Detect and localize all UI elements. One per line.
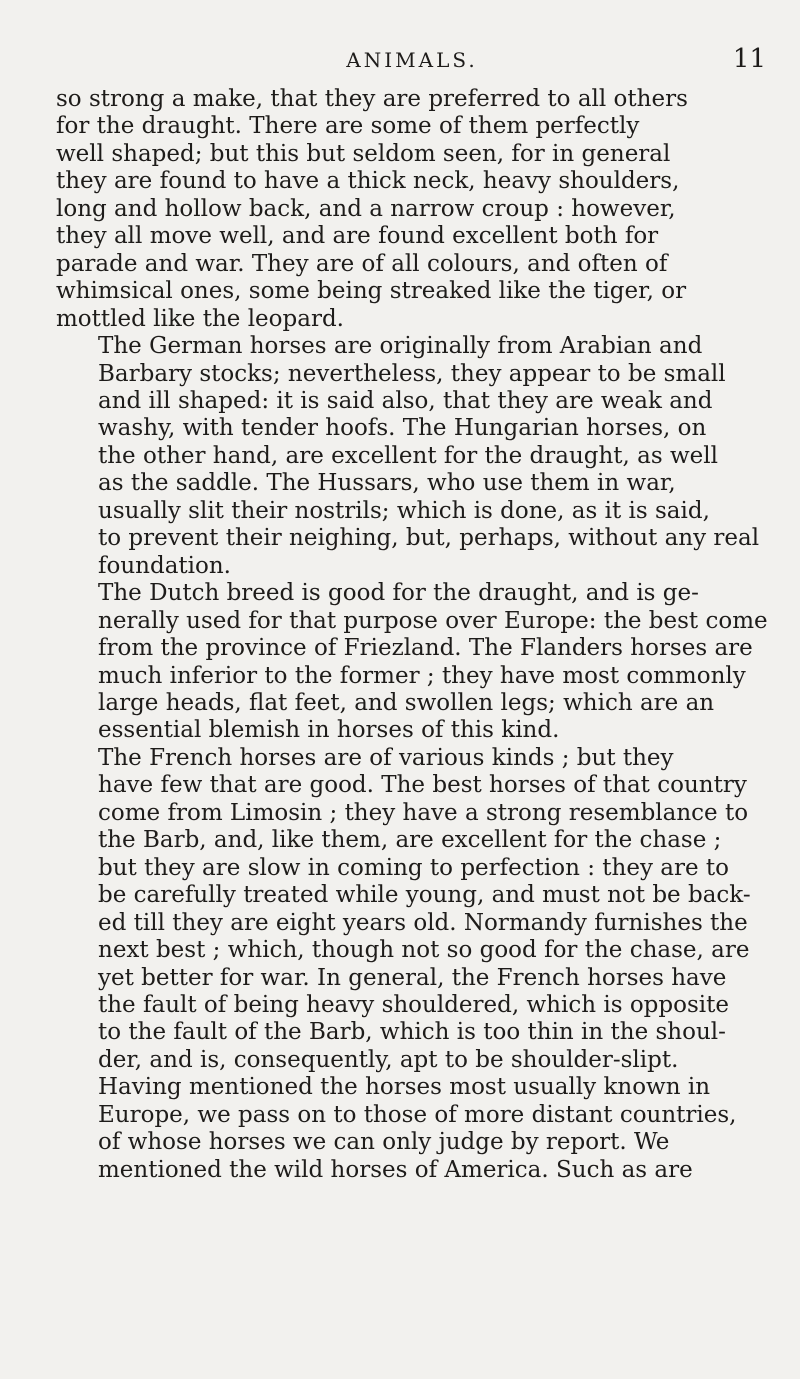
text-line: come from Limosin ; they have a strong resemblance to — [98, 799, 749, 826]
text-line: long and hollow back, and a narrow croup : however, — [56, 195, 676, 222]
text-line: ed till they are eight years old. Normandy furnishes the — [98, 909, 748, 936]
paragraph — [56, 86, 768, 333]
text-line: have few that are good. The best horses of that country — [98, 772, 747, 799]
text-line: Europe, we pass on to those of more distant countries, — [98, 1101, 737, 1128]
text-line: washy, with tender hoofs. The Hungarian horses, on — [98, 415, 707, 442]
text-line: yet better for war. In general, the French horses have — [98, 964, 727, 991]
text-line: so strong a make, that they are preferred to all others — [56, 86, 688, 112]
text-line: mentioned the wild horses of America. Such as are — [98, 1156, 693, 1183]
paragraph — [56, 1074, 768, 1184]
text-line: foundation. — [98, 552, 231, 579]
text-line: The German horses are originally from Arabian and — [98, 333, 703, 360]
text-line: to prevent their neighing, but, perhaps, without any real — [98, 525, 760, 552]
text-line: Barbary stocks; nevertheless, they appear to be small — [98, 360, 726, 387]
paragraph — [56, 580, 768, 745]
body-text — [56, 86, 768, 1184]
text-line: The Dutch breed is good for the draught, and is ge- — [98, 580, 699, 607]
paragraph — [56, 333, 768, 580]
text-line: much inferior to the former ; they have most commonly — [98, 662, 746, 689]
running-title: ANIMALS. — [346, 48, 478, 72]
text-line: large heads, flat feet, and swollen legs; which are an — [98, 689, 715, 716]
page-number: 11 — [732, 44, 766, 74]
text-line: the other hand, are excellent for the draught, as well — [98, 442, 719, 469]
text-line: to the fault of the Barb, which is too thin in the shoul- — [98, 1019, 726, 1046]
text-line: next best ; which, though not so good for the chase, are — [98, 937, 750, 964]
text-line: nerally used for that purpose over Europe: the best come — [98, 607, 768, 634]
text-line: from the province of Friezland. The Flanders horses are — [98, 635, 753, 662]
text-line: Having mentioned the horses most usually known in — [98, 1074, 711, 1101]
text-line: well shaped; but this but seldom seen, for in general — [56, 140, 671, 167]
text-line: for the draught. There are some of them perfectly — [56, 113, 640, 140]
text-line: and ill shaped: it is said also, that they are weak and — [98, 387, 713, 414]
text-line: der, and is, consequently, apt to be shoulder-slipt. — [98, 1046, 679, 1073]
text-line: The French horses are of various kinds ; but they — [98, 744, 674, 771]
text-line: mottled like the leopard. — [56, 305, 344, 332]
text-line: the fault of being heavy shouldered, which is opposite — [98, 991, 729, 1018]
paragraph — [56, 745, 768, 1074]
running-head — [56, 0, 768, 86]
text-line: of whose horses we can only judge by report. We — [98, 1129, 670, 1156]
text-line: but they are slow in coming to perfection : they are to — [98, 854, 729, 881]
text-line: they are found to have a thick neck, heavy shoulders, — [56, 168, 680, 195]
text-line: parade and war. They are of all colours, and often of — [56, 250, 668, 277]
text-line: they all move well, and are found excellent both for — [56, 223, 659, 250]
text-line: usually slit their nostrils; which is done, as it is said, — [98, 497, 710, 524]
text-line: essential blemish in horses of this kind. — [98, 717, 560, 744]
text-line: the Barb, and, like them, are excellent for the chase ; — [98, 827, 722, 854]
text-line: be carefully treated while young, and must not be back- — [98, 882, 751, 909]
text-line: whimsical ones, some being streaked like the tiger, or — [56, 278, 687, 305]
text-line: as the saddle. The Hussars, who use them in war, — [98, 470, 676, 497]
